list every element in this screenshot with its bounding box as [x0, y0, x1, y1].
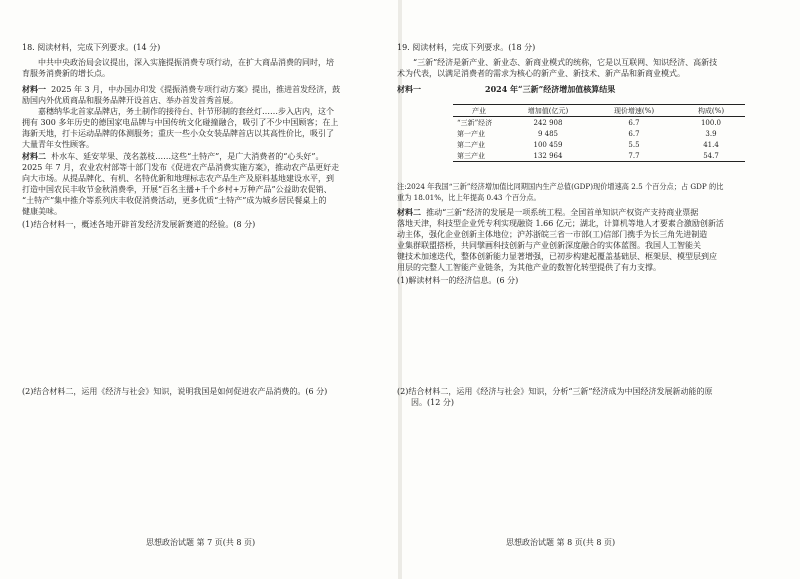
table-cell: 5.5 — [628, 140, 640, 149]
q18-intro: 中共中央政治局会议提出，深入实施提振消费专项行动，在扩大商品消费的同时，培 育服务消费新的增长点。 — [22, 58, 334, 78]
table-cell: 6.7 — [628, 118, 640, 127]
q18-title: 18. 阅读材料，完成下列要求。(14 分) — [22, 43, 161, 52]
table-cell: 3.9 — [705, 129, 717, 138]
table-cell: 第一产业 — [457, 129, 485, 138]
q18-material-1: 材料一 2025 年 3 月，中办国办印发《提振消费专项行动方案》提出，推进首发经济，鼓 励国内外优质商品和服务品牌开设首店、举办首发首秀首展。 嘉穗纳华北首家品牌店，务土制作的接待台、针节形制的套丝灯……步入店内，这个 拥有 300 多年历史的德国家电品牌与中国传统文化碰撞融合，吸引了不少中国顾客；在上 海新天地，打卡运动品牌的体测服务；重庆一些小众女装品牌首店以其高性价比，吸引了 大量青年女性顾客。 — [22, 84, 341, 149]
table-cell: 第三产业 — [453, 150, 505, 162]
table-header: 增加值(亿元) — [505, 105, 591, 117]
table-header-row — [453, 105, 745, 117]
q19-material-2: 材料二 推动“三新”经济的发展是一项系统工程。全国首单知识产权资产支持商业票据 落地天津，科技型企业凭专利实现融资 1.66 亿元；湖北，计算机等地人才要素合激励创新活 动主体，强化企业创新主体地位；沪苏浙皖三省一市部(工)信部门携手为长三角先进制造 业集群联盟搭桥，共同擘画科技创新与产业创新深度融合的实体蓝图。我国人工智能关 键技术加速迭代，整体创新能力显著增强，已初步构建起覆盖基础层、框架层、模型层到应 用层的完整人工智能产业链条，为其他产业的数智化转型提供了有力支撑。 — [397, 207, 724, 272]
page-7 — [0, 0, 398, 579]
q19-intro: “三新”经济是新产业、新业态、新商业模式的统称，它是以互联网、知识经济、高新技 术为代表，以满足消费者的需求为核心的新产业、新技术、新产品和新商业模式。 — [397, 58, 718, 78]
q19-sub-2: (2)结合材料二，运用《经济与社会》知识，分析“三新”经济成为中国经济发展新动能的原 因。(12 分) — [397, 387, 713, 407]
table-header: 现价增速(%) — [591, 105, 677, 117]
table-cell: “三新”经济 — [457, 118, 493, 127]
page-8-footer: 思想政治试题 第 8 页(共 8 页) — [506, 538, 616, 547]
table-header: 产业 — [453, 105, 505, 117]
page-8 — [397, 0, 800, 579]
table-cell: 100.0 — [700, 118, 722, 127]
table-cell: 242 908 — [533, 118, 563, 127]
table-row — [453, 139, 745, 150]
q19-material-2-label: 材料二 — [397, 207, 421, 217]
table-cell: 9 485 — [537, 129, 559, 138]
table-row — [453, 117, 745, 129]
q18-sub-2: (2)结合材料二，运用《经济与社会》知识，说明我国是如何促进农产品消费的。(6 分) — [22, 387, 328, 396]
table-cell: 第二产业 — [457, 140, 485, 149]
material-1-label: 材料一 — [22, 84, 46, 94]
table-cell: 54.7 — [677, 150, 745, 162]
q19-sub-1: (1)解读材料一的经济信息。(6 分) — [397, 276, 519, 285]
table-note: 注:2024 年我国“三新”经济增加值比同期国内生产总值(GDP)现价增速高 2.5 个百分点；占 GDP 的比 重为 18.01%，比上年提高 0.43 个百分点。 — [397, 182, 724, 202]
data-table — [453, 104, 745, 162]
table-cell: 41.4 — [703, 140, 719, 149]
table-cell: 6.7 — [628, 129, 640, 138]
table-row — [453, 128, 745, 139]
table-row — [453, 150, 745, 162]
page-7-footer: 思想政治试题 第 7 页(共 8 页) — [146, 538, 256, 547]
q19-material-1-label: 材料一 — [397, 84, 421, 94]
q18-material-2: 材料二 朴水车、延安苹果、茂名荔枝……这些“土特产”，是广大消费者的“心头好”。 2025 年 7 月，农业农村部等十部门发布《促进农产品消费实施方案》，推动农产品更好走 向大市场。从提品牌化、有机、名特优新和地理标志农产品生产及原料基地建设水平，到 打造中国农民丰收节金秋消费季，开展“百名主播+千个乡村+万种产品”公益助农促销、 “土特产”集中推介等系列庆丰收促消费活动，更多优质“土特产”成为城乡居民餐桌上的 健康美味。 — [22, 151, 340, 216]
table-title: 2024 年“三新”经济增加值核算结果 — [485, 84, 616, 94]
table-header: 构成(%) — [677, 105, 745, 117]
table-cell: 100 459 — [533, 140, 563, 149]
table-cell: 7.7 — [591, 150, 677, 162]
q19-title: 19. 阅读材料，完成下列要求。(18 分) — [397, 43, 536, 52]
table-cell: 132 964 — [505, 150, 591, 162]
q18-sub-1: (1)结合材料一，概述各地开辟首发经济发展新赛道的经验。(8 分) — [22, 220, 256, 229]
material-2-label: 材料二 — [22, 151, 46, 161]
